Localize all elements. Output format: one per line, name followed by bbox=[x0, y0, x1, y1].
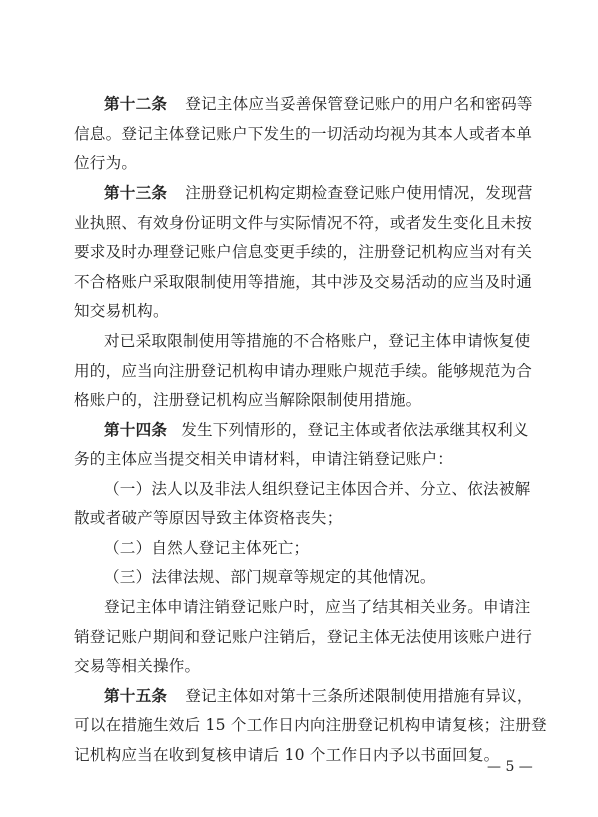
article-13-line-4: 不合格账户采取限制使用等措施，其中涉及交易活动的应当及时通 bbox=[74, 273, 533, 291]
item-1-line-1: （一）法人以及非法人组织登记主体因合并、分立、依法被解 bbox=[104, 480, 531, 498]
restriction-para-line-3: 格账户的，注册登记机构应当解除限制使用措施。 bbox=[74, 391, 422, 409]
restriction-para-line-1: 对已采取限制使用等措施的不合格账户，登记主体申请恢复使 bbox=[104, 332, 531, 350]
article-14-line-1 bbox=[104, 420, 529, 440]
article-12-heading: 第十二条 bbox=[104, 95, 168, 113]
item-2-line-1: （二）自然人登记主体死亡； bbox=[104, 539, 310, 557]
article-13-line-3: 要求及时办理登记账户信息变更手续的，注册登记机构应当对有关 bbox=[74, 243, 533, 261]
article-12-text-1: 登记主体应当妥善保管登记账户的用户名和密码等 bbox=[185, 95, 533, 113]
page-number: — 5 — bbox=[487, 759, 533, 775]
article-15-heading: 第十五条 bbox=[104, 687, 168, 705]
article-15-text-1: 登记主体如对第十三条所述限制使用措施有异议， bbox=[185, 687, 533, 705]
item-3-line-1: （三）法律法规、部门规章等规定的其他情况。 bbox=[104, 568, 436, 586]
article-14-text-1: 发生下列情形的，登记主体或者依法承继其权利义 bbox=[181, 421, 529, 439]
restriction-para-line-2: 用的，应当向注册登记机构申请办理账户规范手续。能够规范为合 bbox=[74, 362, 533, 380]
article-13-line-2: 业执照、有效身份证明文件与实际情况不符，或者发生变化且未按 bbox=[74, 214, 533, 232]
article-13-heading: 第十三条 bbox=[104, 184, 168, 202]
item-1-line-2: 散或者破产等原因导致主体资格丧失； bbox=[74, 509, 343, 527]
cancel-para-line-3: 交易等相关操作。 bbox=[74, 657, 201, 675]
article-15-line-2: 可以在措施生效后 15 个工作日内向注册登记机构申请复核；注册登 bbox=[74, 716, 547, 734]
article-14-line-2: 务的主体应当提交相关申请材料，申请注销登记账户： bbox=[74, 450, 454, 468]
article-14-heading: 第十四条 bbox=[104, 421, 168, 439]
article-12-line-3: 位行为。 bbox=[74, 154, 138, 172]
cancel-para-line-1: 登记主体申请注销登记账户时，应当了结其相关业务。申请注 bbox=[104, 598, 531, 616]
article-13-line-5: 知交易机构。 bbox=[74, 302, 169, 320]
cancel-para-line-2: 销登记账户期间和登记账户注销后，登记主体无法使用该账户进行 bbox=[74, 628, 533, 646]
article-12-line-1 bbox=[104, 94, 533, 114]
article-15-line-1 bbox=[104, 686, 533, 706]
article-12-line-2: 信息。登记主体登记账户下发生的一切活动均视为其本人或者本单 bbox=[74, 125, 533, 143]
article-13-text-1: 注册登记机构定期检查登记账户使用情况，发现营 bbox=[185, 184, 533, 202]
article-13-line-1 bbox=[104, 183, 533, 203]
article-15-line-3: 记机构应当在收到复核申请后 10 个工作日内予以书面回复。 bbox=[74, 746, 500, 764]
